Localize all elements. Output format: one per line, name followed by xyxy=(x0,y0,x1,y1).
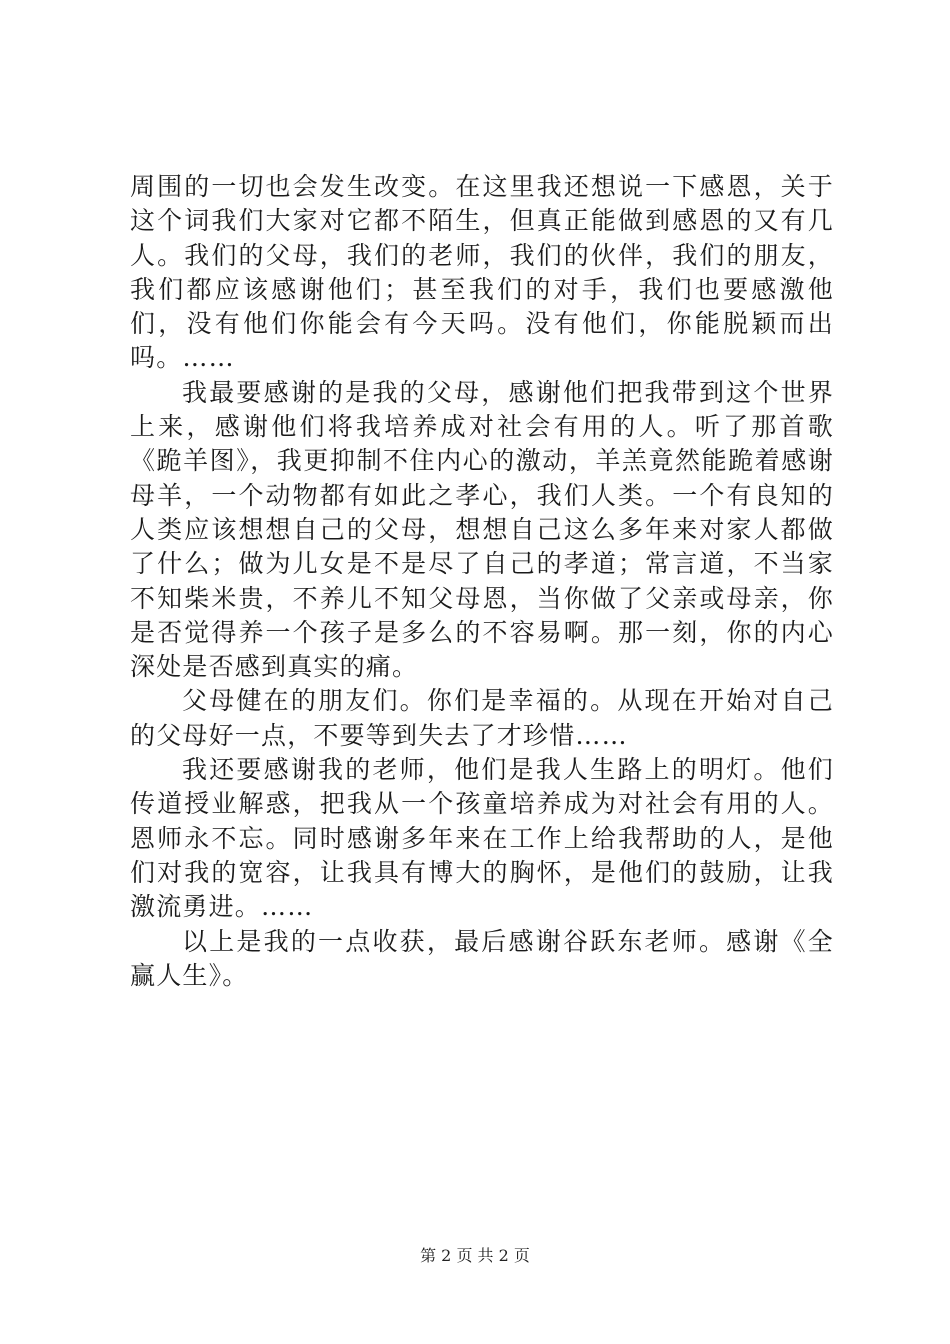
paragraph-4: 我还要感谢我的老师，他们是我人生路上的明灯。他们传道授业解惑，把我从一个孩童培养成为对社会有用的人。恩师永不忘。同时感谢多年来在工作上给我帮助的人，是他们对我的宽容，让我具有博大的胸怀，是他们的鼓励，让我激流勇进。…… xyxy=(130,755,834,922)
paragraph-3: 父母健在的朋友们。你们是幸福的。从现在开始对自己的父母好一点，不要等到失去了才珍惜…… xyxy=(130,686,834,750)
page-number-footer: 第 2 页 共 2 页 xyxy=(420,1246,530,1265)
body-text xyxy=(130,170,834,993)
paragraph-1: 周围的一切也会发生改变。在这里我还想说一下感恩，关于这个词我们大家对它都不陌生，但真正能做到感恩的又有几人。我们的父母，我们的老师，我们的伙伴，我们的朋友，我们都应该感谢他们；甚至我们的对手，我们也要感激他们，没有他们你能会有今天吗。没有他们，你能脱颖而出吗。…… xyxy=(130,172,834,373)
paragraph-2: 我最要感谢的是我的父母，感谢他们把我带到这个世界上来，感谢他们将我培养成对社会有用的人。听了那首歌《跪羊图》，我更抑制不住内心的激动，羊羔竟然能跪着感谢母羊，一个动物都有如此之孝心，我们人类。一个有良知的人类应该想想自己的父母，想想自己这么多年来对家人都做了什么；做为儿女是不是尽了自己的孝道；常言道，不当家不知柴米贵，不养儿不知父母恩，当你做了父亲或母亲，你是否觉得养一个孩子是多么的不容易啊。那一刻，你的内心深处是否感到真实的痛。 xyxy=(130,377,834,682)
paragraph-5: 以上是我的一点收获，最后感谢谷跃东老师。感谢《全赢人生》。 xyxy=(130,926,834,990)
